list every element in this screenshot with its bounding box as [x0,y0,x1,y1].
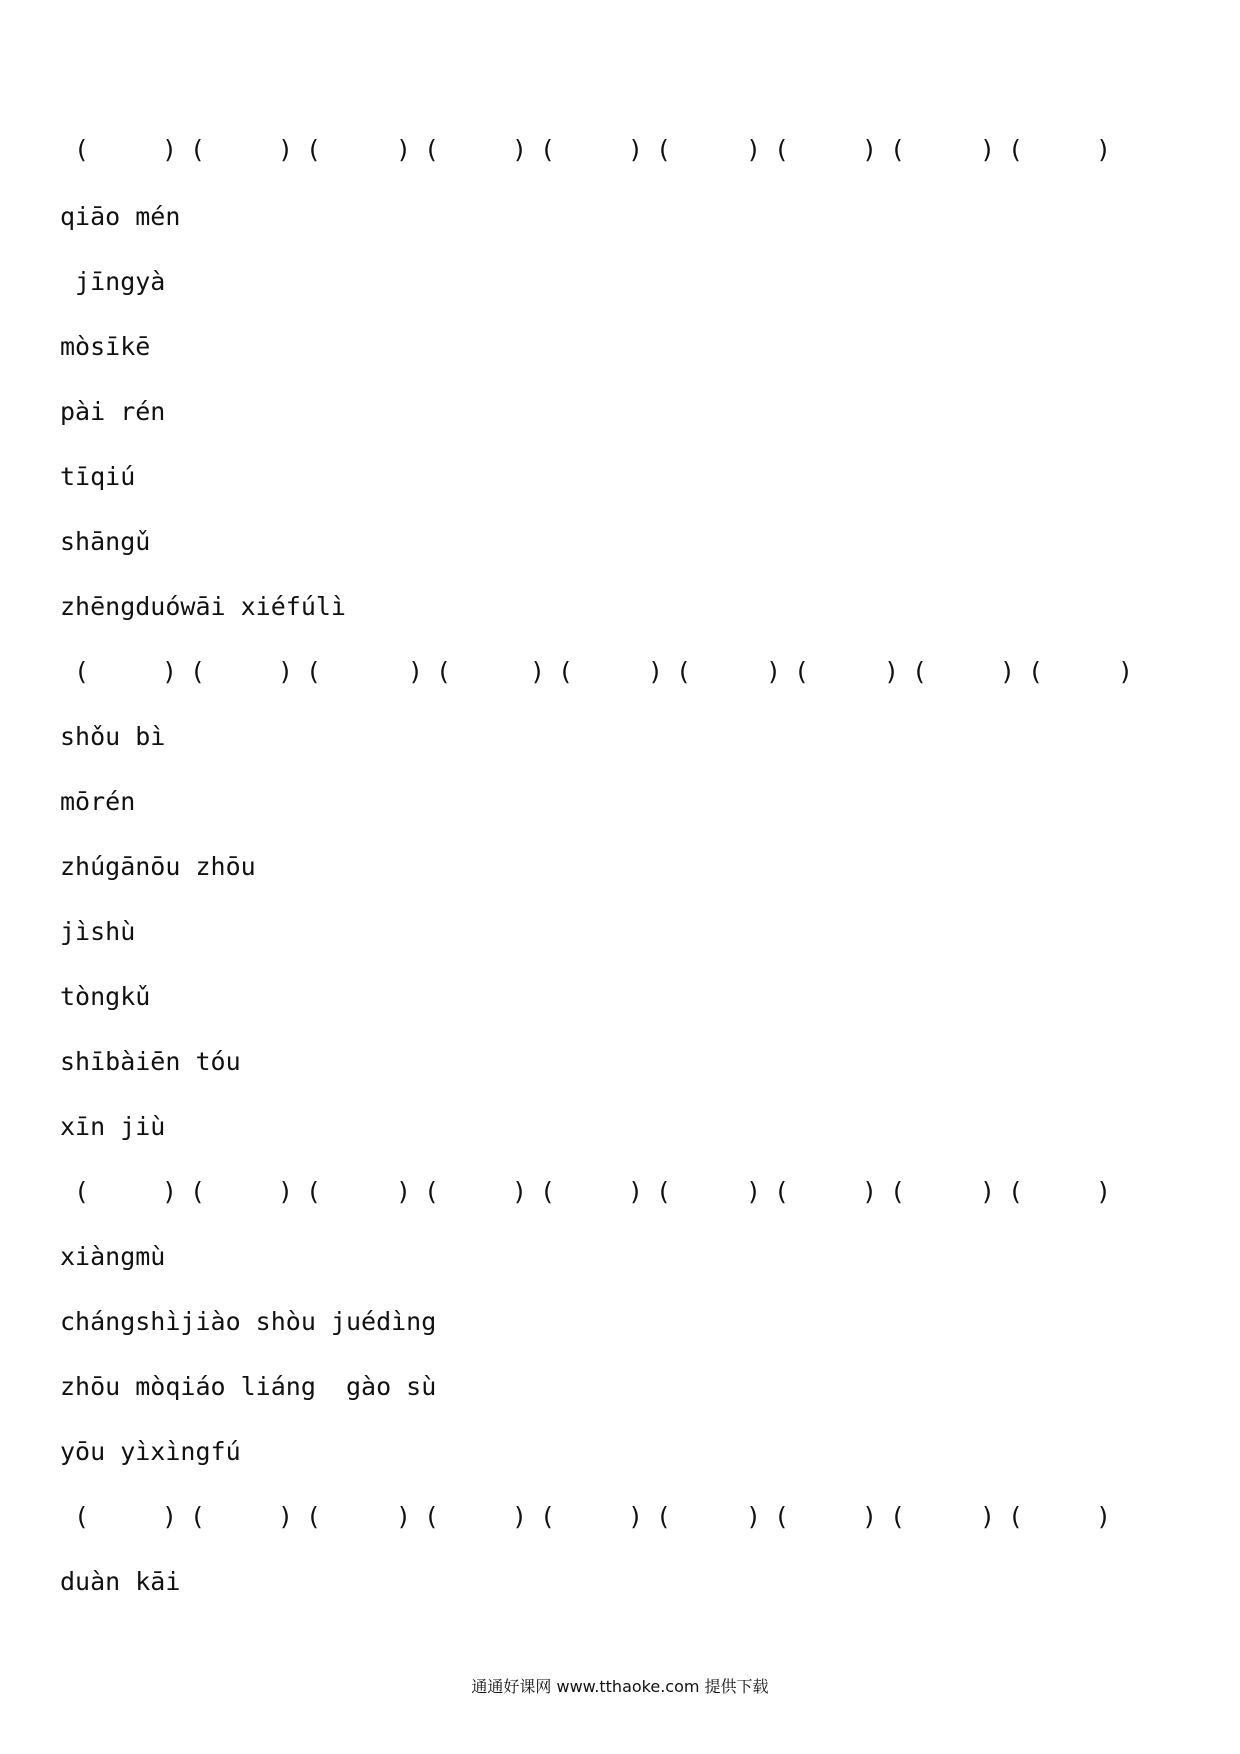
bracket-open: ( [774,135,790,164]
bracket-close: ) [278,657,294,686]
pinyin-line: shāngǔ [60,527,151,556]
bracket-close: ) [746,1177,762,1206]
bracket-open: ( [190,135,206,164]
bracket-open: ( [774,1177,790,1206]
bracket-open: ( [890,135,906,164]
pinyin-line: shǒu bì [60,722,166,751]
answer-bracket-row [62,1502,1142,1532]
bracket-close: ) [884,657,900,686]
bracket-close: ) [862,135,878,164]
bracket-close: ) [278,1177,294,1206]
pinyin-line: jīngyà [60,267,166,296]
bracket-close: ) [162,135,178,164]
bracket-close: ) [512,1502,528,1531]
pinyin-line: zhēngduówāi xiéfúlì [60,592,346,621]
answer-bracket-row [62,135,1142,165]
bracket-open: ( [540,1502,556,1531]
bracket-open: ( [306,135,322,164]
pinyin-line: pài rén [60,397,166,426]
bracket-close: ) [766,657,782,686]
bracket-open: ( [74,1502,90,1531]
bracket-close: ) [512,135,528,164]
bracket-open: ( [1008,1177,1024,1206]
bracket-open: ( [676,657,692,686]
bracket-close: ) [862,1177,878,1206]
bracket-close: ) [648,657,664,686]
bracket-open: ( [190,657,206,686]
pinyin-line: chángshìjiào shòu juédìng [60,1307,437,1336]
bracket-close: ) [408,657,424,686]
bracket-close: ) [746,135,762,164]
bracket-open: ( [540,1177,556,1206]
bracket-open: ( [540,135,556,164]
pinyin-line: mōrén [60,787,136,816]
bracket-open: ( [190,1177,206,1206]
bracket-open: ( [890,1502,906,1531]
pinyin-line: zhúgānōu zhōu [60,852,256,881]
pinyin-line: yōu yìxìngfú [60,1437,241,1466]
bracket-open: ( [306,1502,322,1531]
bracket-close: ) [512,1177,528,1206]
bracket-open: ( [74,135,90,164]
bracket-open: ( [424,1177,440,1206]
bracket-open: ( [436,657,452,686]
bracket-open: ( [656,1177,672,1206]
bracket-close: ) [278,1502,294,1531]
bracket-open: ( [1028,657,1044,686]
bracket-close: ) [628,1177,644,1206]
bracket-close: ) [1096,1502,1112,1531]
pinyin-line: xiàngmù [60,1242,166,1271]
pinyin-line: mòsīkē [60,332,151,361]
bracket-close: ) [980,1177,996,1206]
bracket-close: ) [1118,657,1134,686]
pinyin-line: zhōu mòqiáo liáng gào sù [60,1372,437,1401]
bracket-open: ( [774,1502,790,1531]
bracket-close: ) [396,135,412,164]
bracket-close: ) [162,657,178,686]
bracket-close: ) [396,1177,412,1206]
pinyin-line: jìshù [60,917,136,946]
bracket-open: ( [1008,135,1024,164]
bracket-close: ) [980,135,996,164]
bracket-open: ( [656,135,672,164]
bracket-close: ) [1000,657,1016,686]
footer-credit: 通通好课网 www.tthaoke.com 提供下载 [471,1677,769,1696]
bracket-close: ) [1096,1177,1112,1206]
pinyin-line: xīn jiù [60,1112,166,1141]
bracket-close: ) [278,135,294,164]
bracket-close: ) [980,1502,996,1531]
pinyin-line: duàn kāi [60,1567,181,1596]
answer-bracket-row [62,1177,1142,1207]
bracket-close: ) [628,135,644,164]
bracket-open: ( [424,135,440,164]
pinyin-line: qiāo mén [60,202,181,231]
bracket-open: ( [74,1177,90,1206]
bracket-close: ) [396,1502,412,1531]
bracket-open: ( [890,1177,906,1206]
bracket-open: ( [306,657,322,686]
bracket-close: ) [862,1502,878,1531]
bracket-open: ( [306,1177,322,1206]
bracket-open: ( [794,657,810,686]
pinyin-line: tīqiú [60,462,136,491]
answer-bracket-row [62,657,1142,687]
pinyin-line: shībàiēn tóu [60,1047,241,1076]
bracket-open: ( [912,657,928,686]
bracket-open: ( [1008,1502,1024,1531]
bracket-open: ( [424,1502,440,1531]
pinyin-line: tòngkǔ [60,982,151,1011]
bracket-close: ) [530,657,546,686]
bracket-open: ( [190,1502,206,1531]
bracket-open: ( [558,657,574,686]
bracket-close: ) [1096,135,1112,164]
bracket-open: ( [656,1502,672,1531]
bracket-close: ) [628,1502,644,1531]
bracket-close: ) [746,1502,762,1531]
bracket-open: ( [74,657,90,686]
bracket-close: ) [162,1177,178,1206]
bracket-close: ) [162,1502,178,1531]
